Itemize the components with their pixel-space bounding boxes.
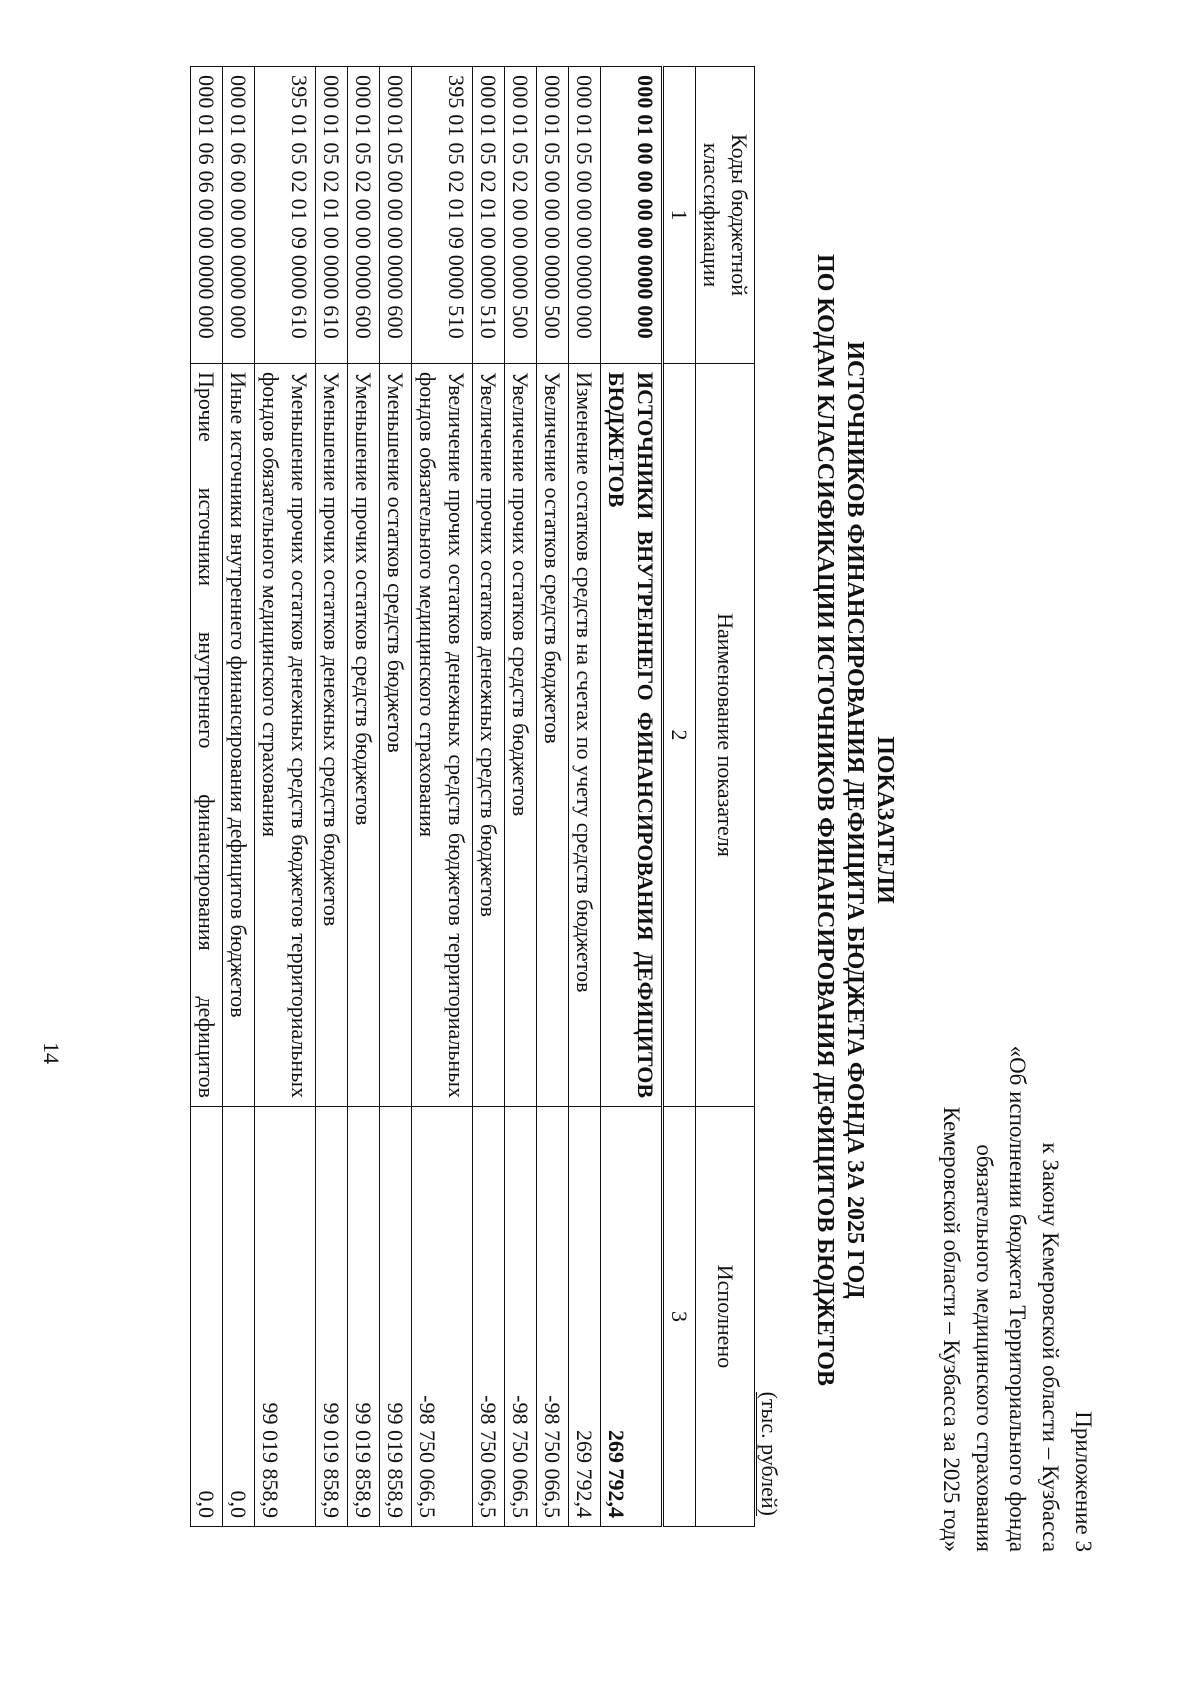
header-executed: Исполнено [696,1107,755,1527]
table-row [473,67,505,1527]
table-row-total [601,67,663,1527]
row-value: 0,0 [191,1107,223,1527]
column-number: 3 [663,1107,696,1527]
table-row [191,67,223,1527]
budget-table-container [190,66,755,1526]
row-value: 269 792,4 [601,1107,663,1527]
row-name: Уменьшение остатков средств бюджетов [380,364,412,1107]
title-line: ПОКАЗАТЕЛИ [872,736,898,904]
row-code: 000 01 06 06 00 00 0000 000 [191,67,223,364]
table-row [223,67,255,1527]
appendix-line: обязательного медицинского страхования [972,1144,997,1552]
row-value: 0,0 [223,1107,255,1527]
row-code: 000 01 05 02 00 00 0000 600 [348,67,380,364]
document-title [810,60,900,1580]
appendix-line: к Закону Кемеровской области – Кузбасса [1038,1142,1063,1552]
row-name: ИСТОЧНИКИ ВНУТРЕННЕГО ФИНАНСИРОВАНИЯ ДЕФИЦИТОВ БЮДЖЕТОВ [601,364,663,1107]
row-name: Увеличение остатков средств бюджетов [537,364,569,1107]
row-name: Уменьшение прочих остатков средств бюджетов [348,364,380,1107]
unit-label: (тыс. рублей) [757,1391,782,1516]
column-number: 2 [663,364,696,1107]
table-row [348,67,380,1527]
table-row [255,67,316,1527]
row-name: Уменьшение прочих остатков денежных средств бюджетов территориальных фондов обязательного медицинского страхования [255,364,316,1107]
table-row [505,67,537,1527]
budget-sources-table [190,66,755,1527]
table-row [569,67,601,1527]
appendix-header [935,832,1100,1552]
row-code: 000 01 06 00 00 00 0000 000 [223,67,255,364]
row-value: -98 750 066,5 [412,1107,473,1527]
title-line: ИСТОЧНИКОВ ФИНАНСИРОВАНИЯ ДЕФИЦИТА БЮДЖЕТА ФОНДА ЗА 2025 ГОД [842,341,868,1299]
header-name: Наименование показателя [696,364,755,1107]
document-sheet [20,60,1100,1580]
row-name: Прочие источники внутреннего финансирования дефицитов [191,364,223,1107]
table-row [537,67,569,1527]
row-name: Увеличение прочих остатков денежных средств бюджетов территориальных фондов обязательного медицинского страхования [412,364,473,1107]
row-code: 395 01 05 02 01 09 0000 510 [412,67,473,364]
row-value: 99 019 858,9 [380,1107,412,1527]
header-codes: Коды бюджетной классификации [696,67,755,364]
row-value: 99 019 858,9 [348,1107,380,1527]
row-value: 99 019 858,9 [255,1107,316,1527]
row-code: 000 01 05 02 00 00 0000 500 [505,67,537,364]
row-name: Изменение остатков средств на счетах по учету средств бюджетов [569,364,601,1107]
table-row [316,67,348,1527]
column-number-row [663,67,696,1527]
table-row [380,67,412,1527]
row-value: -98 750 066,5 [473,1107,505,1527]
appendix-line: Приложение 3 [1071,1411,1096,1552]
row-value: 269 792,4 [569,1107,601,1527]
row-code: 000 01 05 02 01 00 0000 510 [473,67,505,364]
row-value: 99 019 858,9 [316,1107,348,1527]
row-value: -98 750 066,5 [505,1107,537,1527]
title-line: ПО КОДАМ КЛАССИФИКАЦИИ ИСТОЧНИКОВ ФИНАНСИРОВАНИЯ ДЕФИЦИТОВ БЮДЖЕТОВ [812,254,838,1386]
page-number: 14 [39,1042,64,1064]
row-code: 395 01 05 02 01 09 0000 610 [255,67,316,364]
row-code: 000 01 05 00 00 00 0000 600 [380,67,412,364]
row-name: Увеличение прочих остатков средств бюджетов [505,364,537,1107]
table-row [412,67,473,1527]
column-number: 1 [663,67,696,364]
row-name: Уменьшение прочих остатков денежных средств бюджетов [316,364,348,1107]
row-name: Увеличение прочих остатков денежных средств бюджетов [473,364,505,1107]
row-name: Иные источники внутреннего финансирования дефицитов бюджетов [223,364,255,1107]
row-code: 000 01 05 00 00 00 0000 000 [569,67,601,364]
row-value: -98 750 066,5 [537,1107,569,1527]
row-code: 000 01 05 02 01 00 0000 610 [316,67,348,364]
row-code: 000 01 00 00 00 00 0000 000 [601,67,663,364]
table-header-row [696,67,755,1527]
appendix-line: Кемеровской области – Кузбасса за 2025 год» [939,1106,964,1552]
appendix-line: «Об исполнении бюджета Территориального фонда [1005,1045,1030,1552]
row-code: 000 01 05 00 00 00 0000 500 [537,67,569,364]
